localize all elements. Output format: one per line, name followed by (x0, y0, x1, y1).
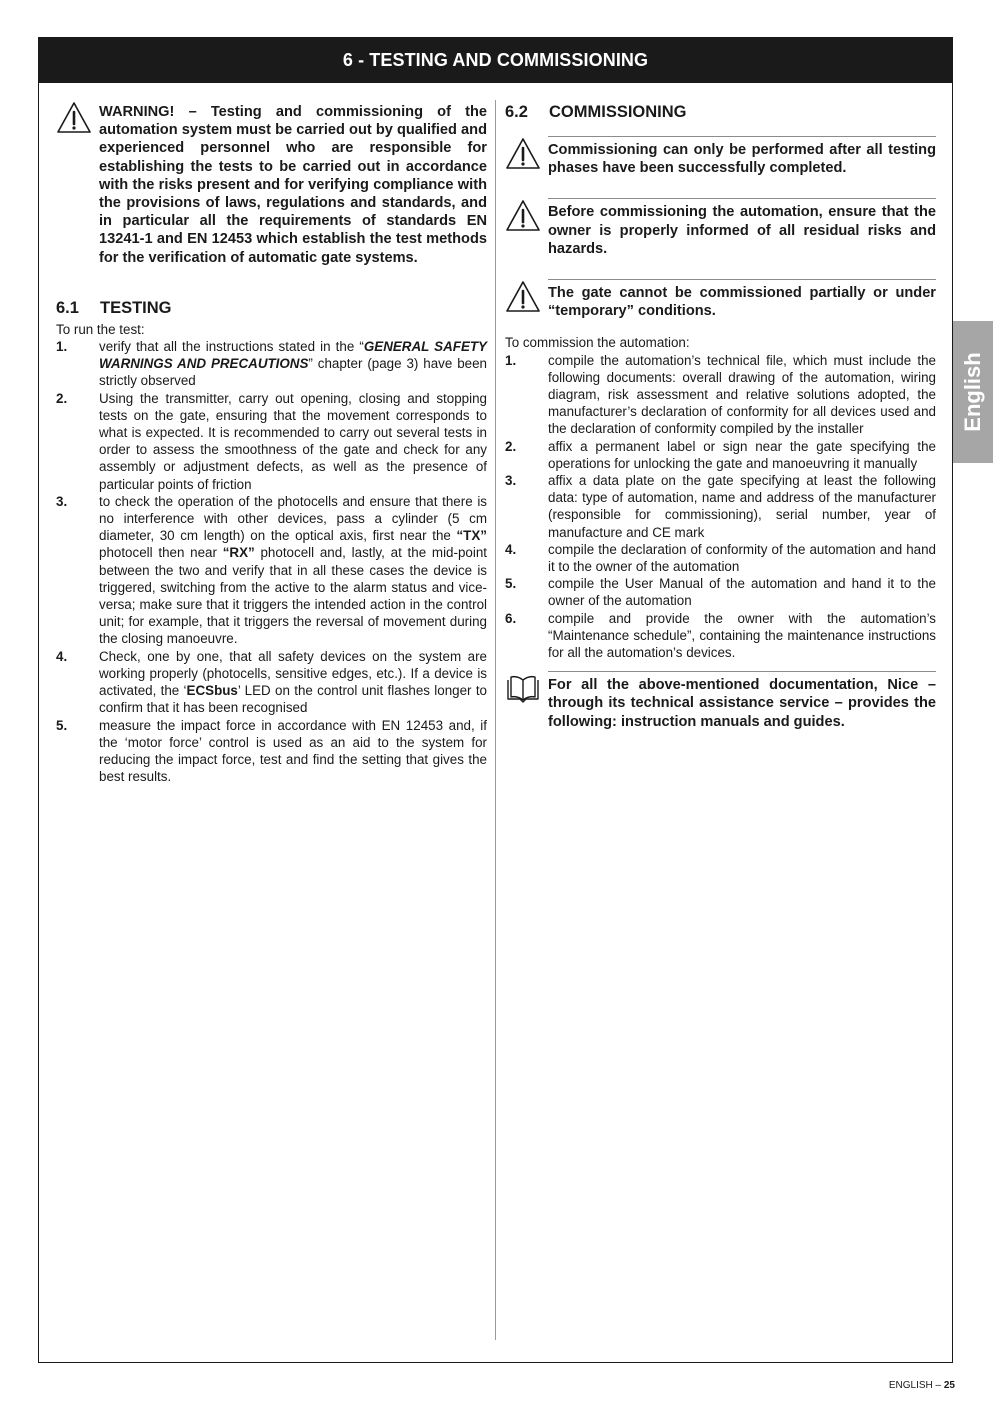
item-number: 5. (505, 576, 517, 592)
section-title: COMMISSIONING (549, 103, 687, 121)
list-item (505, 438, 936, 472)
bold-term: “RX” (222, 545, 255, 561)
warning-icon (505, 279, 541, 315)
page-number: 25 (943, 1380, 955, 1391)
left-column (56, 100, 487, 785)
item-number: 4. (56, 648, 68, 664)
section-heading-commissioning (505, 102, 936, 122)
text-part: to check the operation of the photocells and ensure that there is no interference with other devices, pass a cylinder (5 cm diameter, 30 cm length) on the optical axis, first near the (99, 493, 487, 544)
warning-text: The gate cannot be commissioned partially or under “temporary” conditions. (548, 279, 936, 320)
list-item (56, 648, 487, 717)
warning-icon (56, 100, 92, 136)
item-number: 1. (56, 339, 68, 355)
list-item (505, 352, 936, 438)
right-column (505, 100, 936, 731)
open-book-icon (505, 671, 541, 707)
item-text: affix a permanent label or sign near the gate specifying the operations for unlocking the gate and manoeuvring it manually (548, 438, 936, 471)
item-number: 2. (505, 438, 517, 454)
item-number: 3. (505, 473, 517, 489)
list-item (56, 390, 487, 493)
documentation-note (505, 671, 936, 731)
item-number: 3. (56, 493, 68, 509)
text-part: verify that all the instructions stated in the “ (99, 339, 364, 355)
item-number: 2. (56, 390, 68, 406)
testing-steps (56, 338, 487, 785)
item-text: compile the automation’s technical file, which must include the following documents: overall drawing of the automation, wiring diagram, risk assessment and relative solutions adopted, the manufacturer’s declaration of conformity for all devices used and the declaration of conformity compiled by the installer (548, 352, 936, 437)
commissioning-steps (505, 352, 936, 662)
bold-term: “TX” (456, 528, 487, 544)
item-number: 4. (505, 541, 517, 557)
language-tab (953, 321, 993, 463)
warning-text: Before commissioning the automation, ensure that the owner is properly informed of all residual risks and hazards. (548, 198, 936, 258)
item-text: affix a data plate on the gate specifying at least the following data: type of automation, name and address of the manufacturer (responsible for commissioning), serial number, year of manufacture and CE mark (548, 473, 936, 540)
intro-text: To run the test: (56, 321, 145, 337)
text-part: Check, one by one, that all safety devices on the system are working properly (photocells, sensitive edges, etc.). If a device is activated, the ‘ (99, 648, 487, 699)
warning-text: WARNING! – Testing and commissioning of the automation system must be carried out by qualified and experienced personnel who are responsible for establishing the tests to be carried out in accordance with the risks present and for verifying compliance with the provisions of laws, regulations and standards, and in particular all the requirements of standards EN 13241-1 and EN 12453 which establish the test methods for the verification of automatic gate systems. (99, 104, 487, 266)
section-heading-testing (56, 298, 487, 318)
item-text (99, 338, 487, 390)
page-footer (889, 1380, 955, 1391)
warning-callout (505, 198, 936, 258)
item-text: Using the transmitter, carry out opening, closing and stopping tests on the gate, ensuring that the movement corresponds to what is expected. It is recommended to carry out several tests in order to assess the smoothness of the gate and check for any assembly or adjustment defects, as well as the presence of particular points of friction (99, 390, 487, 492)
intro-text: To commission the automation: (505, 335, 690, 351)
list-item (505, 541, 936, 575)
item-number: 5. (56, 717, 68, 733)
footer-label: ENGLISH – (888, 1380, 944, 1391)
page-title: 6 - TESTING AND COMMISSIONING (38, 37, 953, 83)
list-item (56, 493, 487, 648)
section-number: 6.1 (56, 298, 79, 317)
item-number: 1. (505, 352, 517, 368)
warning-text: Commissioning can only be performed after all testing phases have been successfully completed. (548, 136, 936, 177)
warning-callout (56, 100, 487, 267)
section-title: TESTING (100, 298, 172, 317)
column-divider (495, 100, 496, 1340)
note-text: For all the above-mentioned documentation, Nice – through its technical assistance service – provides the following: instruction manuals and guides. (548, 671, 936, 731)
list-item (505, 472, 936, 541)
chapter-reference: GENERAL SAFETY WARNINGS AND PRECAUTIONS (99, 339, 487, 372)
item-number: 6. (505, 610, 517, 626)
list-item (505, 575, 936, 609)
text-part: ” chapter (page 3) have been strictly observed (99, 356, 487, 389)
section-number: 6.2 (505, 103, 528, 121)
warning-icon (505, 136, 541, 172)
item-text: compile the User Manual of the automation and hand it to the owner of the automation (548, 576, 936, 609)
warning-callout (505, 279, 936, 320)
item-text: compile and provide the owner with the automation’s “Maintenance schedule”, containing the maintenance instructions for all the automation’s devices. (548, 610, 936, 661)
bold-term: ECSbus (186, 683, 238, 699)
warning-icon (505, 198, 541, 234)
item-text: compile the declaration of conformity of the automation and hand it to the owner of the automation (548, 541, 936, 575)
item-text (99, 493, 487, 648)
warning-callout (505, 136, 936, 177)
item-text: measure the impact force in accordance with EN 12453 and, if the ‘motor force’ control is used as an aid to the system for reducing the impact force, test and find the setting that gives the best results. (99, 717, 487, 785)
text-part: photocell and, lastly, at the mid-point between the two and verify that in all these cases the device is triggered, switching from the active to the alarm status and vice-versa; make sure that it triggers the intended action in the control unit; for example, that it triggers the reversal of movement during the closing manoeuvre. (99, 545, 487, 647)
language-tab-label: English (960, 352, 985, 432)
list-item (56, 717, 487, 786)
item-text (99, 648, 487, 717)
list-item (505, 610, 936, 662)
text-part: photocell then near (99, 545, 223, 561)
text-part: ’ LED on the control unit flashes longer to confirm that it has been recognised (99, 683, 487, 716)
list-item (56, 338, 487, 390)
